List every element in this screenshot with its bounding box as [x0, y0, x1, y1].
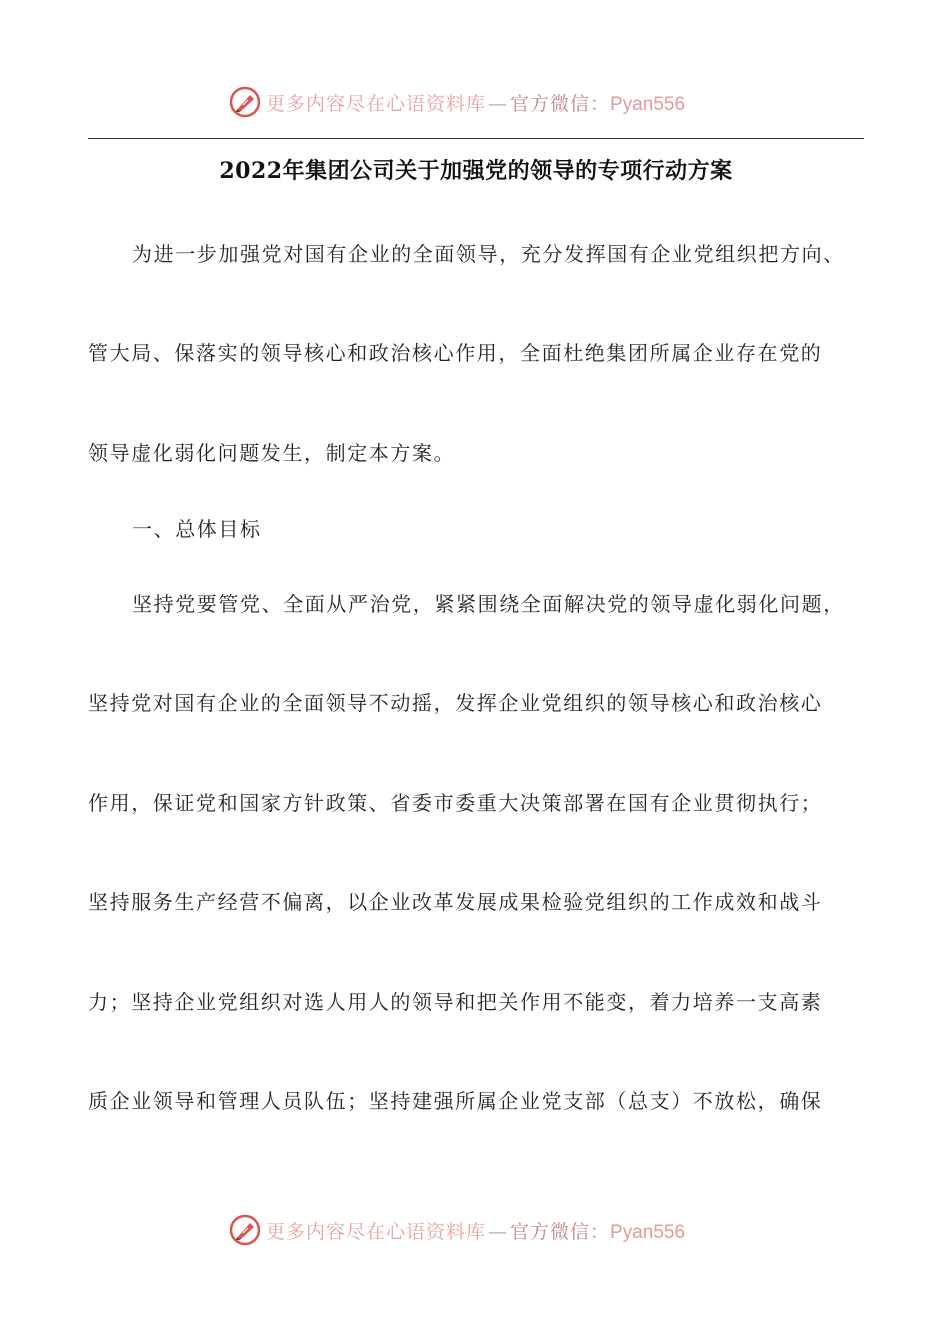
body-line-9: 力；坚持企业党组织对选人用人的领导和把关作用不能变，着力培养一支高素 — [88, 990, 823, 1014]
pen-nib-logo-icon — [228, 1213, 262, 1247]
document-title: 2022年集团公司关于加强党的领导的专项行动方案 — [219, 158, 733, 184]
body-line-6: 坚持党对国有企业的全面领导不动摇，发挥企业党组织的领导核心和政治核心 — [88, 691, 823, 715]
watermark-label: 官方微信： — [510, 1220, 611, 1243]
header-divider — [88, 138, 864, 139]
watermark-main-text: 更多内容尽在心语资料库 — [266, 92, 487, 115]
watermark-separator: — — [488, 92, 509, 115]
watermark-separator: — — [488, 1220, 509, 1243]
body-line-5: 坚持党要管党、全面从严治党，紧紧围绕全面解决党的领导虚化弱化问题， — [132, 592, 845, 616]
pen-nib-logo-icon — [228, 85, 262, 119]
watermark-text — [266, 89, 685, 116]
body-line-3: 领导虚化弱化问题发生，制定本方案。 — [88, 441, 456, 465]
body-line-10: 质企业领导和管理人员队伍；坚持建强所属企业党支部（总支）不放松，确保 — [88, 1089, 823, 1113]
body-line-2: 管大局、保落实的领导核心和政治核心作用，全面杜绝集团所属企业存在党的 — [88, 341, 823, 365]
footer-watermark — [0, 1210, 950, 1250]
body-line-8: 坚持服务生产经营不偏离，以企业改革发展成果检验党组织的工作成效和战斗 — [88, 890, 823, 914]
watermark-group — [228, 82, 685, 122]
watermark-group — [228, 1210, 685, 1250]
watermark-text — [266, 1217, 685, 1244]
watermark-wechat-id: Pyan556 — [610, 1221, 686, 1243]
body-line-1: 为进一步加强党对国有企业的全面领导，充分发挥国有企业党组织把方向、 — [132, 242, 845, 266]
body-line-7: 作用，保证党和国家方针政策、省委市委重大决策部署在国有企业贯彻执行； — [88, 791, 823, 815]
watermark-label: 官方微信： — [510, 92, 611, 115]
watermark-wechat-id: Pyan556 — [610, 93, 686, 115]
section-heading-1: 一、总体目标 — [132, 517, 262, 541]
watermark-main-text: 更多内容尽在心语资料库 — [266, 1220, 487, 1243]
header-watermark — [0, 82, 950, 122]
